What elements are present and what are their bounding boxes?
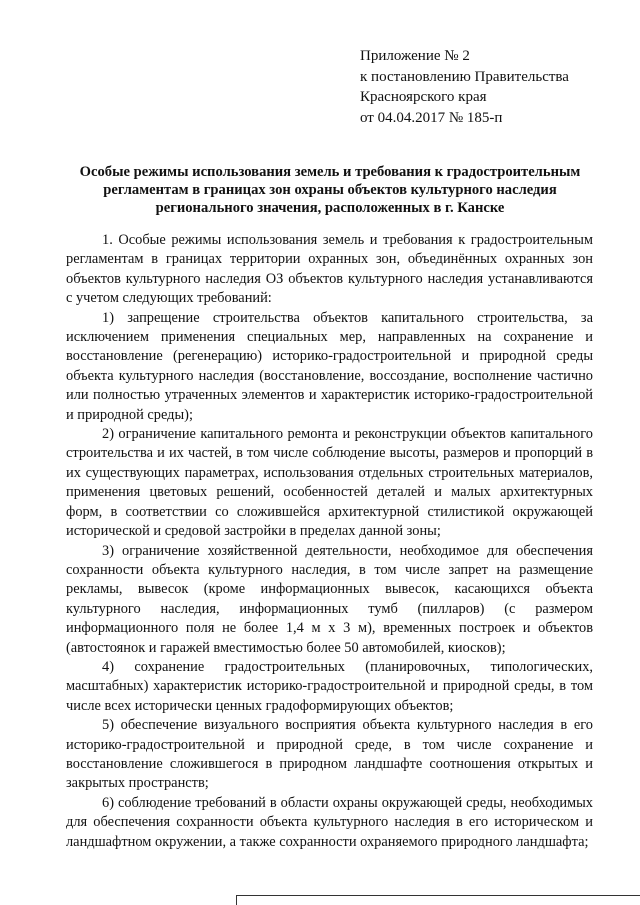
- paragraph-1: 1. Особые режимы использования земель и требования к градостроительным регламентам в границах территории охранных зон, объединённых охранных зон объектов культурного наследия ОЗ объектов культурного наследия устанавливаются с учетом следующих требований:: [66, 232, 593, 307]
- document-title: [60, 163, 600, 218]
- appendix-date: от 04.04.2017 № 185-п: [360, 109, 503, 126]
- document-body: [66, 231, 593, 852]
- appendix-header: [360, 46, 620, 128]
- title-line-3: регионального значения, расположенных в г. Канске: [155, 200, 505, 217]
- title-line-2: регламентам в границах зон охраны объектов культурного наследия: [103, 182, 557, 199]
- paragraph-item-6: 6) соблюдение требований в области охраны окружающей среды, необходимых для обеспечения сохранности объекта культурного наследия в его историческом и ландшафтном окружении, а также сохранности охраняемого природного ландшафта;: [66, 794, 593, 850]
- title-line-1: Особые режимы использования земель и требования к градостроительным: [79, 164, 581, 180]
- appendix-number: Приложение № 2: [360, 48, 470, 64]
- scan-edge-mark: [236, 895, 640, 905]
- paragraph-item-4: 4) сохранение градостроительных (планировочных, типологических, масштабных) характеристик историко-градостроительной и природной среды, в том числе всех исторически ценных градоформирующих объектов;: [66, 658, 593, 714]
- paragraph-item-1: 1) запрещение строительства объектов капитального строительства, за исключением применения специальных мер, направленных на сохранение и восстановление (регенерацию) историко-градостроительной и природной среды объекта культурного наследия (восстановление, воссоздание, восполнение частично или полностью утраченных элементов и характеристик историко-градостроительной и природной среды);: [66, 309, 593, 423]
- paragraph-item-3: 3) ограничение хозяйственной деятельности, необходимое для обеспечения сохранности объекта культурного наследия, в том числе запрет на размещение рекламы, вывесок (кроме информационных вывесок, касающихся объекта культурного наследия, информационных тумб (пилларов) (с размером информационного поля не более 1,4 м х 3 м), временных построек и объектов (автостоянок и гаражей вместимостью более 50 автомобилей, киосков);: [66, 542, 593, 656]
- paragraph-item-2: 2) ограничение капитального ремонта и реконструкции объектов капитального строительства и их частей, в том числе соблюдение высоты, размеров и пропорций в их существующих параметрах, использования отдельных строительных материалов, применения цветовых решений, особенностей деталей и малых архитектурных форм, в соответствии со сложившейся архитектурной стилистикой окружающей исторической и средовой застройки в пределах данной зоны;: [66, 426, 593, 540]
- appendix-region: Красноярского края: [360, 89, 487, 105]
- appendix-resolution: к постановлению Правительства: [360, 68, 569, 85]
- paragraph-item-5: 5) обеспечение визуального восприятия объекта культурного наследия в его историко-градостроительной и природной среде, в том числе сохранение и восстановление сложившегося в природном ландшафте соотношения открытых и закрытых пространств;: [66, 717, 593, 792]
